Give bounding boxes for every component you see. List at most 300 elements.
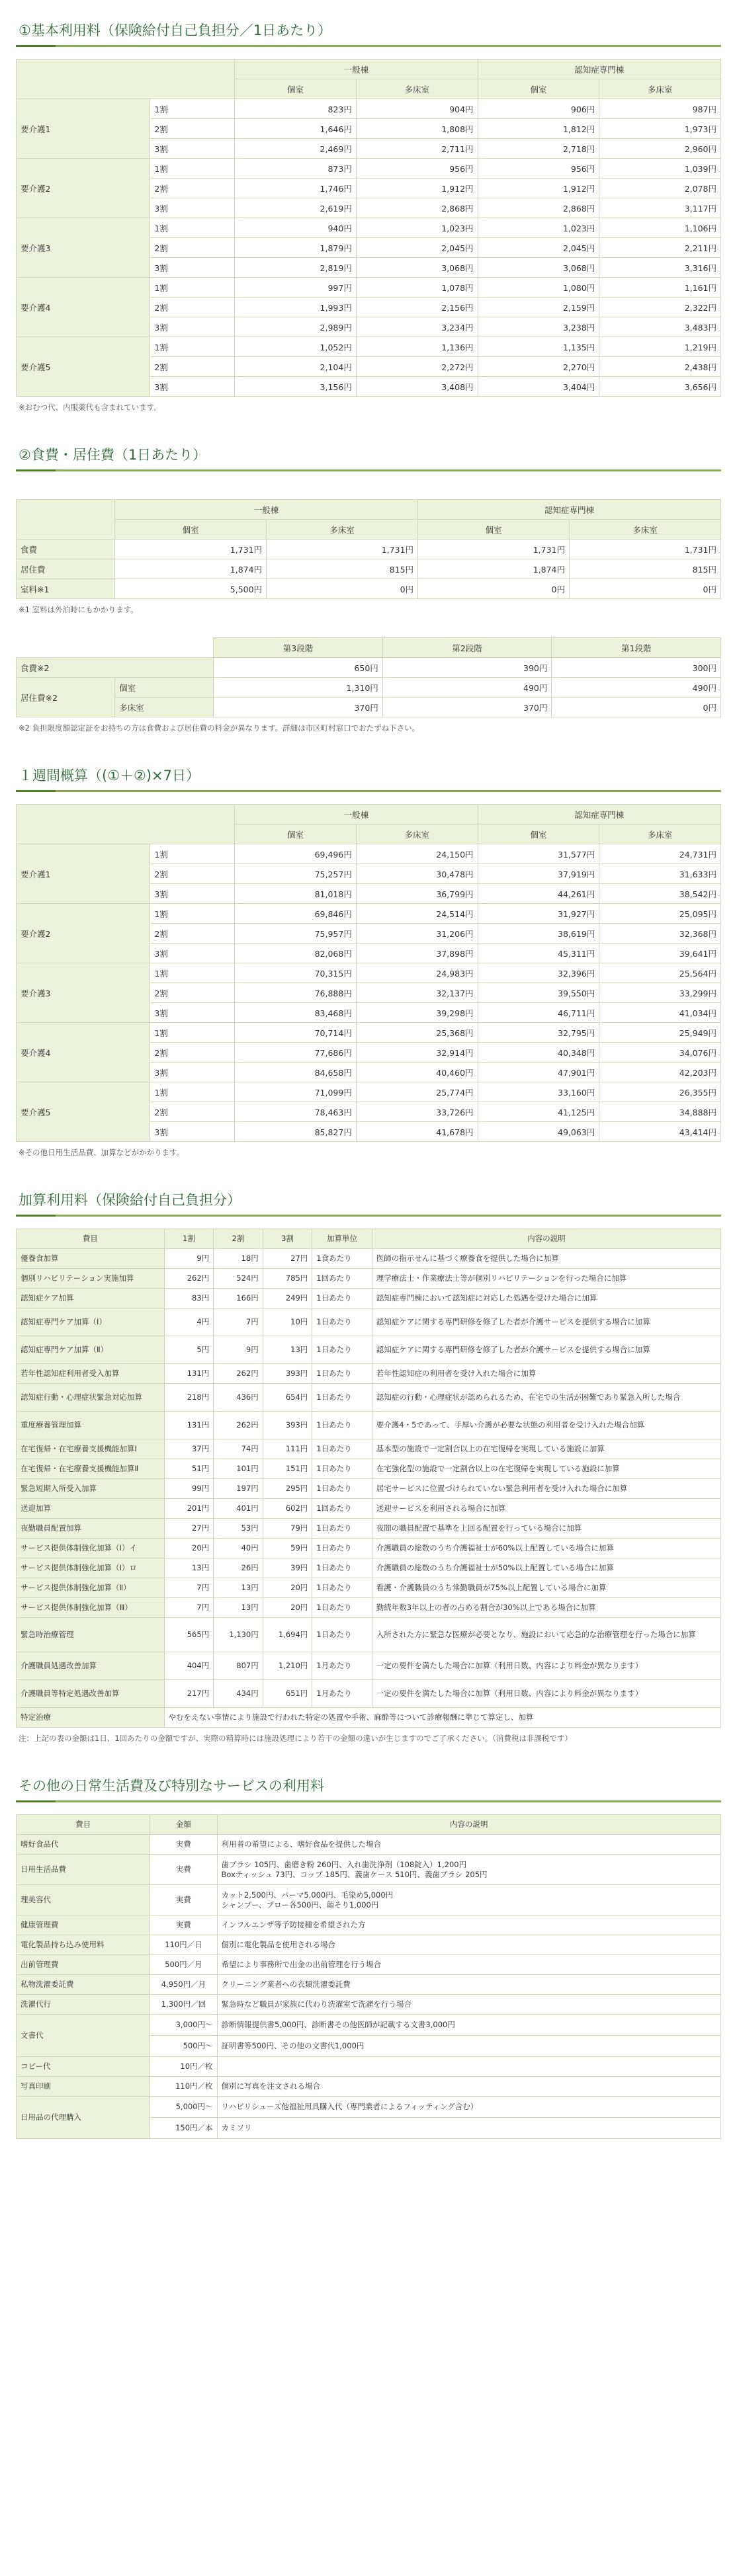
general-ward-header: 一般棟: [115, 500, 418, 520]
purchase-desc: リハビリシューズ他福祉用具購入代（専門業者によるフィッティング含む）: [217, 2097, 720, 2118]
fee-value: 24,983円: [356, 963, 478, 983]
col-private: 個室: [478, 825, 599, 844]
fee-value: 1,731円: [115, 540, 267, 559]
fee-value: 0円: [570, 579, 721, 599]
fee-price: 実費: [150, 1915, 217, 1935]
special-treatment-label: 特定治療: [17, 1708, 165, 1728]
fee-item-label: サービス提供体制強化加算（Ⅱ）: [17, 1578, 165, 1598]
fee-value: 32,914円: [356, 1043, 478, 1063]
fee-unit: 1月あたり: [312, 1680, 372, 1708]
fee-rate1: 217円: [164, 1680, 214, 1708]
table-row: [17, 1855, 721, 1885]
stage-res-value: 370円: [382, 698, 552, 717]
meal-fee-note2: ※2 負担限度額認定証をお持ちの方は食費および居住費の料金が異なります。詳細は市区町村窓口でおたずね下さい。: [19, 723, 420, 733]
fee-value: 81,018円: [235, 884, 357, 904]
fee-item-label: サービス提供体制強化加算（Ⅲ）: [17, 1598, 165, 1618]
fee-rate2: 40円: [214, 1539, 263, 1558]
fee-value: 2,078円: [599, 179, 721, 198]
table-row: [17, 1023, 721, 1043]
fee-value: 1,136円: [356, 337, 478, 357]
table-row: [17, 1539, 721, 1558]
copay-rate-label: 2割: [150, 864, 235, 884]
purchase-price: 150円／本: [150, 2118, 217, 2139]
fee-value: 1,874円: [418, 559, 570, 579]
fee-value: 1,135円: [478, 337, 599, 357]
copay-rate-label: 2割: [150, 983, 235, 1003]
photo-print-price: 110円／枚: [150, 2077, 217, 2097]
care-level-label: 要介護5: [17, 337, 150, 397]
fee-rate3: 393円: [263, 1364, 312, 1384]
fee-item-label: 電化製品持ち込み使用料: [17, 1935, 150, 1955]
fee-value: 32,396円: [478, 963, 599, 983]
fee-item-label: 食費: [17, 540, 115, 559]
fee-unit: 1回あたり: [312, 1269, 372, 1289]
fee-rate3: 249円: [263, 1289, 312, 1308]
special-treatment-desc: やむをえない事情により施設で行われた特定の処置や手術、麻酔等について診療報酬に準じて算定し、加算: [164, 1708, 720, 1728]
fee-value: 38,542円: [599, 884, 721, 904]
table-row: [17, 963, 721, 983]
fee-desc: 認知症ケアに関する専門研修を修了した者が介護サービスを提供する場合に加算: [372, 1308, 720, 1336]
fee-desc: クリーニング業者への衣類洗濯委託費: [217, 1975, 720, 1995]
fee-item-label: 緊急時治療管理: [17, 1618, 165, 1652]
fee-rate2: 13円: [214, 1598, 263, 1618]
fee-unit: 1日あたり: [312, 1384, 372, 1412]
care-level-label: 要介護4: [17, 278, 150, 337]
fee-value: 32,368円: [599, 924, 721, 944]
fee-value: 1,731円: [570, 540, 721, 559]
weekly-estimate-note: ※その他日用生活品費、加算などがかかります。: [19, 1148, 185, 1157]
fee-item-label: 介護職員等特定処遇改善加算: [17, 1680, 165, 1708]
fee-item-label: 洗濯代行: [17, 1995, 150, 2015]
fee-item-label: 嗜好食品代: [17, 1835, 150, 1855]
fee-value: 77,686円: [235, 1043, 357, 1063]
fee-value: 2,438円: [599, 357, 721, 377]
fee-value: 0円: [418, 579, 570, 599]
basic-fee-table: [16, 59, 721, 397]
fee-value: 1,161円: [599, 278, 721, 298]
fee-desc: 勤続年数3年以上の者の占める割合が30%以上である場合に加算: [372, 1598, 720, 1618]
document-fee-desc: 証明書等500円、その他の文書代1,000円: [217, 2036, 720, 2057]
general-ward-header: 一般棟: [235, 60, 478, 79]
fee-rate2: 807円: [214, 1652, 263, 1680]
header-item: 費目: [17, 1229, 165, 1249]
fee-rate2: 434円: [214, 1680, 263, 1708]
copay-rate-label: 3割: [150, 1003, 235, 1023]
fee-rate2: 74円: [214, 1439, 263, 1459]
fee-value: 37,898円: [356, 944, 478, 963]
purchase-label: 日用品の代理購入: [17, 2097, 150, 2139]
fee-rate3: 1,694円: [263, 1618, 312, 1652]
fee-value: 5,500円: [115, 579, 267, 599]
fee-rate2: 401円: [214, 1499, 263, 1519]
fee-item-label: 日用生活品費: [17, 1855, 150, 1885]
fee-value: 2,156円: [356, 298, 478, 317]
fee-value: 33,160円: [478, 1082, 599, 1102]
copay-rate-label: 3割: [150, 198, 235, 218]
fee-rate1: 201円: [164, 1499, 214, 1519]
fee-value: 75,257円: [235, 864, 357, 884]
fee-rate3: 27円: [263, 1249, 312, 1269]
copay-rate-label: 2割: [150, 179, 235, 198]
fee-unit: 1日あたり: [312, 1539, 372, 1558]
fee-rate2: 26円: [214, 1558, 263, 1578]
fee-rate3: 59円: [263, 1539, 312, 1558]
fee-value: 31,206円: [356, 924, 478, 944]
care-level-label: 要介護1: [17, 844, 150, 904]
table-row: [17, 1384, 721, 1412]
header-rate3: 3割: [263, 1229, 312, 1249]
table-row: [17, 1578, 721, 1598]
fee-rate3: 602円: [263, 1499, 312, 1519]
copay-rate-label: 2割: [150, 1043, 235, 1063]
stage-res-room: 多床室: [115, 698, 214, 717]
stage-res-value: 490円: [552, 678, 721, 698]
fee-unit: 1日あたり: [312, 1289, 372, 1308]
fee-rate1: 9円: [164, 1249, 214, 1269]
header-price: 金額: [150, 1815, 217, 1835]
fee-value: 1,023円: [478, 218, 599, 238]
fee-value: 82,068円: [235, 944, 357, 963]
table-row: [17, 337, 721, 357]
fee-rate2: 101円: [214, 1459, 263, 1479]
fee-rate1: 7円: [164, 1578, 214, 1598]
fee-value: 2,104円: [235, 357, 357, 377]
copay-rate-label: 3割: [150, 884, 235, 904]
fee-rate1: 4円: [164, 1308, 214, 1336]
fee-value: 40,348円: [478, 1043, 599, 1063]
fee-value: 25,368円: [356, 1023, 478, 1043]
table-row: [17, 1308, 721, 1336]
fee-rate3: 1,210円: [263, 1652, 312, 1680]
fee-rate3: 111円: [263, 1439, 312, 1459]
copay-rate-label: 1割: [150, 278, 235, 298]
fee-value: 2,270円: [478, 357, 599, 377]
fee-unit: 1日あたり: [312, 1308, 372, 1336]
stage3-header: 第3段階: [214, 638, 383, 658]
copay-rate-label: 3割: [150, 377, 235, 397]
col-multi: 多床室: [356, 825, 478, 844]
fee-value: 42,203円: [599, 1063, 721, 1082]
fee-value: 69,496円: [235, 844, 357, 864]
fee-item-label: 私物洗濯委託費: [17, 1975, 150, 1995]
fee-rate2: 13円: [214, 1578, 263, 1598]
fee-value: 2,989円: [235, 317, 357, 337]
copay-rate-label: 3割: [150, 139, 235, 159]
fee-unit: 1食あたり: [312, 1249, 372, 1269]
fee-unit: 1回あたり: [312, 1499, 372, 1519]
stage-res-value: 370円: [214, 698, 383, 717]
fee-desc: 介護職員の総数のうち介護福祉士が50%以上配置している場合に加算: [372, 1558, 720, 1578]
fee-price: 110円／日: [150, 1935, 217, 1955]
fee-value: 1,646円: [235, 119, 357, 139]
table-row: [17, 1915, 721, 1935]
fee-rate1: 27円: [164, 1519, 214, 1539]
fee-desc: 在宅強化型の施設で一定割合以上の在宅復帰を実現している施設に加算: [372, 1459, 720, 1479]
copay-rate-label: 3割: [150, 317, 235, 337]
col-private: 個室: [418, 520, 570, 540]
table-row: [17, 1519, 721, 1539]
header-rate2: 2割: [214, 1229, 263, 1249]
other-fee-title: その他の日常生活費及び特別なサービスの利用料: [16, 1766, 721, 1802]
table-row: [17, 1412, 721, 1439]
fee-value: 3,068円: [356, 258, 478, 278]
photo-print-desc: 個別に写真を注文される場合: [217, 2077, 720, 2097]
fee-rate2: 7円: [214, 1308, 263, 1336]
fee-value: 39,550円: [478, 983, 599, 1003]
fee-value: 41,034円: [599, 1003, 721, 1023]
document-fee-price: 3,000円〜: [150, 2015, 217, 2036]
fee-desc: 入所された方に緊急な医療が必要となり、施設において応急的な治療管理を行った場合に加算: [372, 1618, 720, 1652]
fee-rate1: 218円: [164, 1384, 214, 1412]
care-level-label: 要介護5: [17, 1082, 150, 1142]
fee-rate3: 151円: [263, 1459, 312, 1479]
fee-value: 3,404円: [478, 377, 599, 397]
fee-unit: 1日あたり: [312, 1459, 372, 1479]
fee-rate1: 262円: [164, 1269, 214, 1289]
purchase-desc: カミソリ: [217, 2118, 720, 2139]
fee-value: 25,095円: [599, 904, 721, 924]
fee-value: 956円: [478, 159, 599, 179]
table-row: [17, 1995, 721, 2015]
fee-rate3: 20円: [263, 1578, 312, 1598]
fee-price: 実費: [150, 1855, 217, 1885]
table-row: [17, 1499, 721, 1519]
fee-rate3: 393円: [263, 1412, 312, 1439]
fee-item-label: 理美容代: [17, 1885, 150, 1915]
table-row: [17, 559, 721, 579]
fee-value: 32,795円: [478, 1023, 599, 1043]
other-fee-table: [16, 1814, 721, 2139]
fee-value: 33,726円: [356, 1102, 478, 1122]
header-item: 費目: [17, 1815, 150, 1835]
fee-rate3: 295円: [263, 1479, 312, 1499]
fee-value: 36,799円: [356, 884, 478, 904]
fee-rate3: 651円: [263, 1680, 312, 1708]
fee-value: 31,577円: [478, 844, 599, 864]
fee-rate1: 20円: [164, 1539, 214, 1558]
copay-rate-label: 3割: [150, 1063, 235, 1082]
col-private: 個室: [235, 825, 357, 844]
copay-rate-label: 1割: [150, 904, 235, 924]
fee-item-label: 在宅復帰・在宅療養支援機能加算Ⅰ: [17, 1439, 165, 1459]
fee-value: 2,045円: [356, 238, 478, 258]
copay-rate-label: 2割: [150, 119, 235, 139]
fee-desc: 認知症専門棟において認知症に対応した処遇を受けた場合に加算: [372, 1289, 720, 1308]
fee-rate2: 262円: [214, 1364, 263, 1384]
fee-desc: 基本型の施設で一定割合以上の在宅復帰を実現している施設に加算: [372, 1439, 720, 1459]
fee-value: 1,023円: [356, 218, 478, 238]
fee-value: 1,746円: [235, 179, 357, 198]
fee-value: 2,469円: [235, 139, 357, 159]
care-level-label: 要介護4: [17, 1023, 150, 1082]
col-private: 個室: [235, 79, 357, 99]
stage1-header: 第1段階: [552, 638, 721, 658]
fee-rate1: 99円: [164, 1479, 214, 1499]
fee-value: 0円: [267, 579, 418, 599]
fee-value: 34,076円: [599, 1043, 721, 1063]
stage-res-label: 居住費※2: [17, 678, 115, 717]
fee-desc: 医師の指示せんに基づく療養食を提供した場合に加算: [372, 1249, 720, 1269]
fee-value: 987円: [599, 99, 721, 119]
fee-desc: 認知症の行動・心理症状が認められるため、在宅での生活が困難であり緊急入所した場合: [372, 1384, 720, 1412]
basic-fee-title: ①基本利用料（保険給付自己負担分／1日あたり）: [16, 11, 721, 47]
table-row: [17, 1558, 721, 1578]
copay-rate-label: 2割: [150, 924, 235, 944]
table-row: [17, 844, 721, 864]
fee-value: 2,619円: [235, 198, 357, 218]
fee-rate1: 5円: [164, 1336, 214, 1364]
fee-value: 2,868円: [478, 198, 599, 218]
additional-fee-note: 注：上記の表の金額は1日、1回あたりの金額ですが、実際の精算時には施設処理により若干の金額の違いが生じますのでご了承ください。（消費税は非課税です）: [19, 1734, 572, 1743]
fee-value: 3,408円: [356, 377, 478, 397]
fee-item-label: 介護職員処遇改善加算: [17, 1652, 165, 1680]
copy-fee-label: コピー代: [17, 2057, 150, 2077]
care-level-label: 要介護1: [17, 99, 150, 159]
copay-rate-label: 1割: [150, 337, 235, 357]
fee-value: 2,718円: [478, 139, 599, 159]
table-row: [17, 579, 721, 599]
basic-fee-note: ※おむつ代、内服薬代も含まれています。: [19, 403, 161, 412]
fee-value: 1,912円: [356, 179, 478, 198]
purchase-price: 5,000円〜: [150, 2097, 217, 2118]
additional-fee-table: [16, 1228, 721, 1728]
fee-value: 1,039円: [599, 159, 721, 179]
copay-rate-label: 2割: [150, 1102, 235, 1122]
fee-value: 3,156円: [235, 377, 357, 397]
fee-rate2: 262円: [214, 1412, 263, 1439]
fee-desc: 看護・介護職員のうち常勤職員が75%以上配置している場合に加算: [372, 1578, 720, 1598]
col-private: 個室: [115, 520, 267, 540]
fee-item-label: 室料※1: [17, 579, 115, 599]
fee-value: 41,678円: [356, 1122, 478, 1142]
fee-value: 2,819円: [235, 258, 357, 278]
fee-desc: 送迎サービスを利用される場合に加算: [372, 1499, 720, 1519]
fee-value: 33,299円: [599, 983, 721, 1003]
fee-value: 3,234円: [356, 317, 478, 337]
fee-rate3: 785円: [263, 1269, 312, 1289]
fee-value: 1,812円: [478, 119, 599, 139]
fee-rate3: 13円: [263, 1336, 312, 1364]
fee-value: 39,641円: [599, 944, 721, 963]
fee-value: 823円: [235, 99, 357, 119]
fee-rate2: 166円: [214, 1289, 263, 1308]
fee-rate1: 404円: [164, 1652, 214, 1680]
table-row: [17, 1935, 721, 1955]
fee-value: 1,808円: [356, 119, 478, 139]
fee-desc: 介護職員の総数のうち介護福祉士が60%以上配置している場合に加算: [372, 1539, 720, 1558]
stage-res-value: 1,310円: [214, 678, 383, 698]
fee-value: 815円: [267, 559, 418, 579]
care-level-label: 要介護3: [17, 963, 150, 1023]
fee-value: 1,080円: [478, 278, 599, 298]
fee-item-label: 個別リハビリテーション実施加算: [17, 1269, 165, 1289]
header-rate1: 1割: [164, 1229, 214, 1249]
fee-rate2: 197円: [214, 1479, 263, 1499]
fee-value: 78,463円: [235, 1102, 357, 1122]
fee-value: 76,888円: [235, 983, 357, 1003]
copay-rate-label: 2割: [150, 357, 235, 377]
fee-value: 1,912円: [478, 179, 599, 198]
table-row: [17, 1680, 721, 1708]
fee-value: 3,238円: [478, 317, 599, 337]
copay-rate-label: 1割: [150, 99, 235, 119]
table-row: [17, 1975, 721, 1995]
dementia-ward-header: 認知症専門棟: [478, 805, 720, 825]
fee-desc: 一定の要件を満たした場合に加算（利用日数、内容により料金が異なります）: [372, 1652, 720, 1680]
table-row: [17, 99, 721, 119]
care-level-label: 要介護3: [17, 218, 150, 278]
fee-rate3: 10円: [263, 1308, 312, 1336]
copy-fee-price: 10円／枚: [150, 2057, 217, 2077]
fee-value: 1,731円: [418, 540, 570, 559]
fee-value: 3,068円: [478, 258, 599, 278]
fee-value: 31,927円: [478, 904, 599, 924]
copay-rate-label: 2割: [150, 298, 235, 317]
fee-desc: 希望により事務所で出金の出前管理を行う場合: [217, 1955, 720, 1975]
copay-rate-label: 1割: [150, 218, 235, 238]
fee-unit: 1日あたり: [312, 1336, 372, 1364]
fee-price: 500円／月: [150, 1955, 217, 1975]
fee-value: 71,099円: [235, 1082, 357, 1102]
document-fee-label: 文書代: [17, 2015, 150, 2057]
fee-unit: 1月あたり: [312, 1652, 372, 1680]
fee-item-label: サービス提供体制強化加算（Ⅰ）ロ: [17, 1558, 165, 1578]
fee-value: 25,774円: [356, 1082, 478, 1102]
fee-unit: 1日あたり: [312, 1618, 372, 1652]
copay-rate-label: 2割: [150, 238, 235, 258]
fee-value: 25,564円: [599, 963, 721, 983]
fee-value: 25,949円: [599, 1023, 721, 1043]
fee-item-label: 認知症行動・心理症状緊急対応加算: [17, 1384, 165, 1412]
fee-value: 906円: [478, 99, 599, 119]
copay-rate-label: 1割: [150, 963, 235, 983]
copay-rate-label: 1割: [150, 1023, 235, 1043]
fee-desc: 要介護4・5であって、手厚い介護が必要な状態の利用者を受け入れた場合加算: [372, 1412, 720, 1439]
fee-value: 940円: [235, 218, 357, 238]
dementia-ward-header: 認知症専門棟: [478, 60, 720, 79]
fee-item-label: 認知症専門ケア加算（Ⅱ）: [17, 1336, 165, 1364]
header-desc: 内容の説明: [217, 1815, 720, 1835]
copay-rate-label: 3割: [150, 258, 235, 278]
fee-desc: 夜間の職員配置で基準を上回る配置を行っている場合に加算: [372, 1519, 720, 1539]
fee-value: 46,711円: [478, 1003, 599, 1023]
fee-item-label: サービス提供体制強化加算（Ⅰ）イ: [17, 1539, 165, 1558]
fee-value: 30,478円: [356, 864, 478, 884]
table-row: [17, 218, 721, 238]
fee-item-label: 重度療養管理加算: [17, 1412, 165, 1439]
stage-res-value: 0円: [552, 698, 721, 717]
document-fee-desc: 診断情報提供書5,000円、診断書その他医師が記載する文書3,000円: [217, 2015, 720, 2036]
fee-desc: カット2,500円、パーマ5,000円、毛染め5,000円 シャンプー、ブロー各500円、顔そり1,000円: [217, 1885, 720, 1915]
fee-desc: 若年性認知症の利用者を受け入れた場合に加算: [372, 1364, 720, 1384]
fee-value: 1,993円: [235, 298, 357, 317]
table-row: [17, 278, 721, 298]
fee-desc: 理学療法士・作業療法士等が個別リハビリテーションを行った場合に加算: [372, 1269, 720, 1289]
stage-food-label: 食費※2: [17, 658, 214, 678]
table-row: [17, 1652, 721, 1680]
fee-unit: 1日あたり: [312, 1519, 372, 1539]
col-multi: 多床室: [267, 520, 418, 540]
fee-value: 3,117円: [599, 198, 721, 218]
fee-value: 2,272円: [356, 357, 478, 377]
col-multi: 多床室: [599, 825, 721, 844]
fee-rate1: 7円: [164, 1598, 214, 1618]
fee-unit: 1日あたり: [312, 1578, 372, 1598]
fee-value: 2,322円: [599, 298, 721, 317]
fee-price: 4,950円／月: [150, 1975, 217, 1995]
fee-value: 69,846円: [235, 904, 357, 924]
fee-value: 904円: [356, 99, 478, 119]
